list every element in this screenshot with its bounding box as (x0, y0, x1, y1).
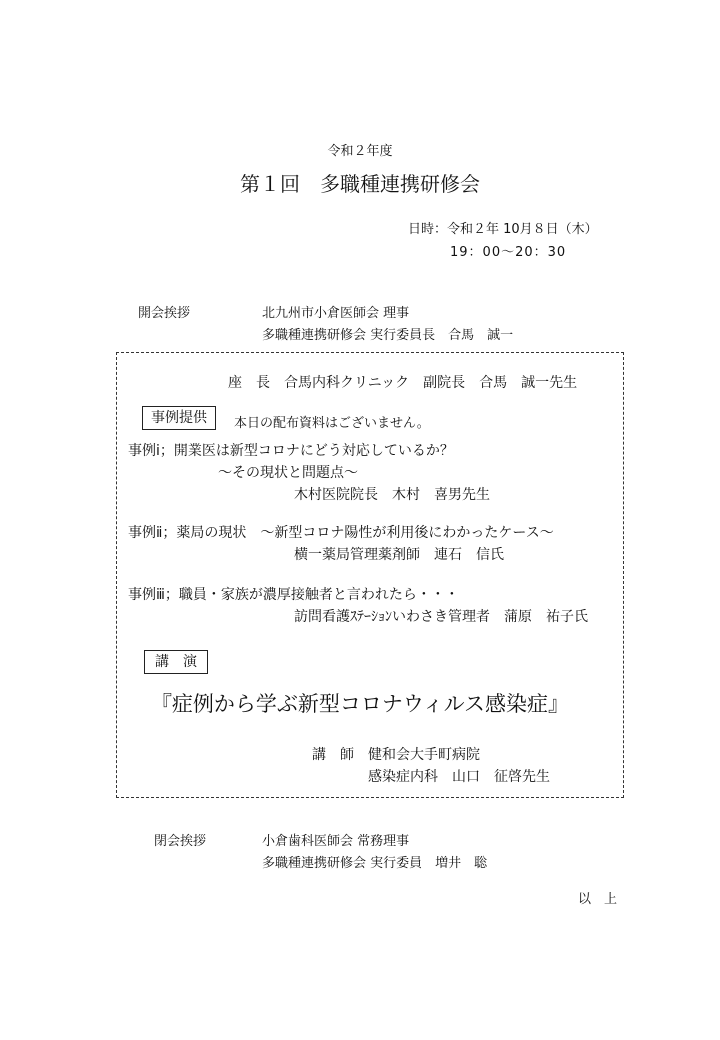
end-mark: 以 上 (578, 892, 618, 907)
case-1-title: 事例ⅰ；開業医は新型コロナにどう対応しているか？ (128, 443, 454, 459)
page-title: 第１回 多職種連携研修会 (240, 172, 480, 196)
closing-speaker-role: 小倉歯科医師会 常務理事 (262, 834, 410, 849)
closing-speaker-name: 多職種連携研修会 実行委員 増井 聡 (262, 856, 488, 871)
case-1-presenter: 木村医院院長 木村 喜男先生 (294, 487, 490, 503)
closing-label: 閉会挨拶 (154, 834, 207, 849)
chairperson: 座 長 合馬内科クリニック 副院長 合馬 誠一先生 (228, 375, 578, 391)
lecture-title: 『症例から学ぶ新型コロナウィルス感染症』 (150, 692, 570, 716)
case-2-title: 事例ⅱ；薬局の現状 ～新型コロナ陽性が利用後にわかったケース～ (128, 525, 554, 541)
case-3-presenter: 訪問看護ｽﾃｰｼｮﾝいわさき管理者 蒲原 祐子氏 (294, 609, 588, 625)
event-date: 日時：令和２年 10月８日（木） (408, 222, 598, 237)
opening-speaker-name: 多職種連携研修会 実行委員長 合馬 誠一 (262, 328, 514, 343)
case-presentation-tag: 事例提供 (142, 406, 216, 430)
case-2-presenter: 横一薬局管理薬剤師 連石 信氏 (294, 547, 504, 563)
lecturer-name: 感染症内科 山口 征啓先生 (368, 769, 550, 785)
fiscal-year: 令和２年度 (327, 144, 393, 159)
lecture-tag: 講 演 (144, 650, 208, 674)
opening-speaker-role: 北九州市小倉医師会 理事 (262, 306, 410, 321)
case-1-subtitle: ～その現状と問題点～ (218, 465, 358, 481)
case-3-title: 事例ⅲ；職員・家族が濃厚接触者と言われたら・・・ (128, 587, 459, 603)
handout-note: 本日の配布資料はございません。 (234, 416, 430, 431)
opening-label: 開会挨拶 (138, 306, 191, 321)
event-time: 19：00～20：30 (450, 245, 567, 260)
lecturer-affiliation: 講 師 健和会大手町病院 (312, 747, 480, 763)
